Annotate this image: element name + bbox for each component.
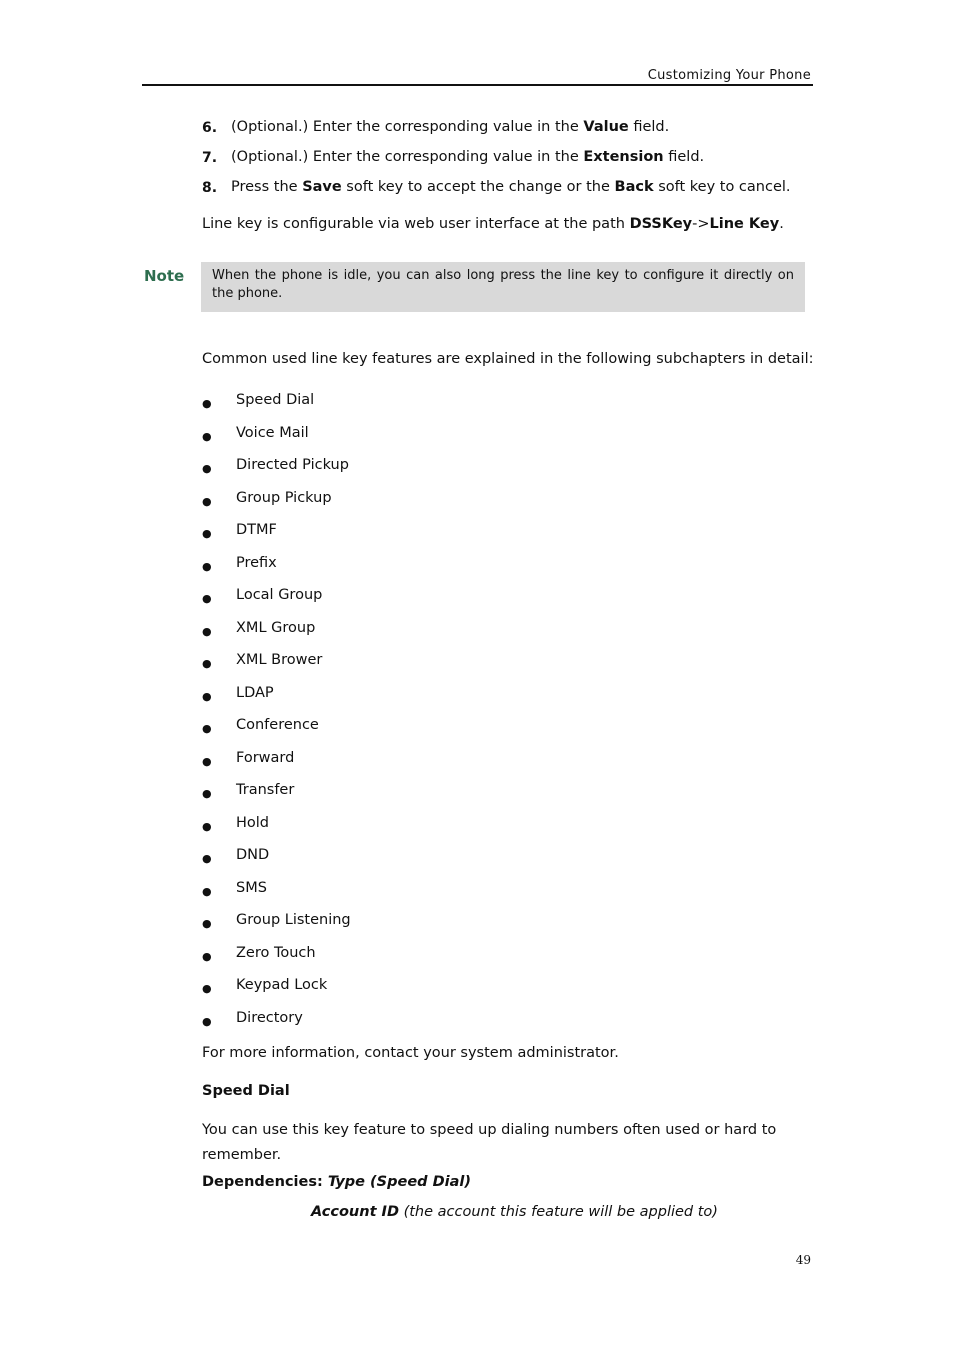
feature-label: XML Brower: [236, 652, 323, 668]
bullet-icon: ●: [202, 429, 212, 443]
step-6: [202, 117, 812, 147]
dependency-account-line: [311, 1204, 718, 1220]
bullet-icon: ●: [202, 527, 212, 540]
bullet-icon: ●: [202, 722, 212, 735]
feature-label: SMS: [236, 879, 267, 896]
step-text-pre: (Optional.) Enter the corresponding value in the: [231, 119, 584, 135]
bullet-icon: ●: [202, 917, 212, 930]
step-text: [231, 177, 791, 197]
ui-term-back: Back: [614, 179, 654, 195]
speed-dial-heading: Speed Dial: [202, 1083, 290, 1099]
step-text-pre: Press the: [231, 179, 303, 195]
bullet-icon: ●: [202, 397, 212, 410]
more-info-paragraph: For more information, contact your system administrator.: [202, 1045, 619, 1061]
bullet-icon: ●: [202, 494, 212, 508]
account-id-description: (the account this feature will be applied to): [398, 1204, 718, 1220]
dependencies-line: [202, 1174, 471, 1190]
feature-label: Hold: [236, 814, 270, 831]
feature-label: Transfer: [236, 782, 295, 798]
step-text-post: field.: [628, 119, 670, 135]
bullet-icon: ●: [202, 949, 212, 963]
path-arrow: ->: [692, 216, 710, 232]
step-text-post: field.: [663, 149, 705, 165]
bullet-icon: ●: [202, 592, 212, 605]
bullet-icon: ●: [202, 982, 212, 995]
page-number: 49: [795, 1253, 811, 1267]
feature-label: Speed Dial: [236, 392, 315, 408]
feature-label: DTMF: [236, 522, 277, 538]
step-number: 7.: [202, 150, 218, 166]
bullet-icon: ●: [202, 884, 212, 898]
step-number: 8.: [202, 180, 218, 196]
bullet-icon: ●: [202, 819, 212, 833]
step-8: [202, 177, 812, 207]
ui-term-value: Value: [583, 119, 629, 135]
feature-label: XML Group: [236, 619, 316, 636]
feature-label: Voice Mail: [236, 424, 309, 441]
bullet-icon: ●: [202, 787, 212, 800]
note-label: Note: [144, 267, 185, 285]
bullet-icon: ●: [202, 689, 212, 703]
step-text-post: soft key to cancel.: [653, 179, 791, 195]
feature-label: Zero Touch: [236, 944, 316, 961]
bullet-icon: ●: [202, 754, 212, 768]
step-list: [202, 117, 812, 207]
feature-label: Prefix: [236, 554, 277, 571]
feature-label: Keypad Lock: [236, 977, 328, 993]
bullet-icon: ●: [202, 559, 212, 573]
web-path-paragraph: [202, 216, 784, 232]
feature-label: DND: [236, 847, 270, 863]
ui-term-extension: Extension: [583, 149, 664, 165]
note-box: When the phone is idle, you can also long press the line key to configure it directly on the phone.: [201, 262, 805, 312]
speed-dial-description: You can use this key feature to speed up dialing numbers often used or hard to remember.: [202, 1122, 777, 1163]
step-text-pre: (Optional.) Enter the corresponding value in the: [231, 149, 584, 165]
step-text: [231, 117, 669, 137]
ui-term-save: Save: [302, 179, 342, 195]
step-number: 6.: [202, 120, 218, 136]
bullet-icon: ●: [202, 1014, 212, 1028]
dependency-type: Type (Speed Dial): [327, 1174, 471, 1190]
dependencies-label: Dependencies:: [202, 1174, 328, 1190]
step-7: [202, 147, 812, 177]
feature-label: Forward: [236, 749, 295, 766]
feature-label: Conference: [236, 717, 319, 733]
path-line-key: Line Key: [709, 216, 780, 232]
header-rule: [142, 84, 813, 86]
feature-label: Group Pickup: [236, 489, 332, 506]
features-intro: Common used line key features are explained in the following subchapters in detail:: [202, 351, 814, 367]
account-id-label: Account ID: [311, 1204, 399, 1220]
step-text: [231, 147, 704, 167]
bullet-icon: ●: [202, 852, 212, 865]
bullet-icon: ●: [202, 624, 212, 638]
feature-label: Directory: [236, 1009, 303, 1026]
feature-label: Local Group: [236, 587, 323, 603]
path-dsskey: DSSKey: [629, 216, 693, 232]
feature-label: Directed Pickup: [236, 457, 349, 473]
running-header: Customizing Your Phone: [647, 68, 811, 83]
bullet-icon: ●: [202, 657, 212, 670]
path-text-post: .: [779, 216, 784, 232]
step-text-mid: soft key to accept the change or the: [341, 179, 615, 195]
path-text-pre: Line key is configurable via web user interface at the path: [202, 216, 630, 232]
bullet-icon: ●: [202, 462, 212, 475]
feature-label: LDAP: [236, 684, 274, 701]
feature-label: Group Listening: [236, 912, 351, 928]
